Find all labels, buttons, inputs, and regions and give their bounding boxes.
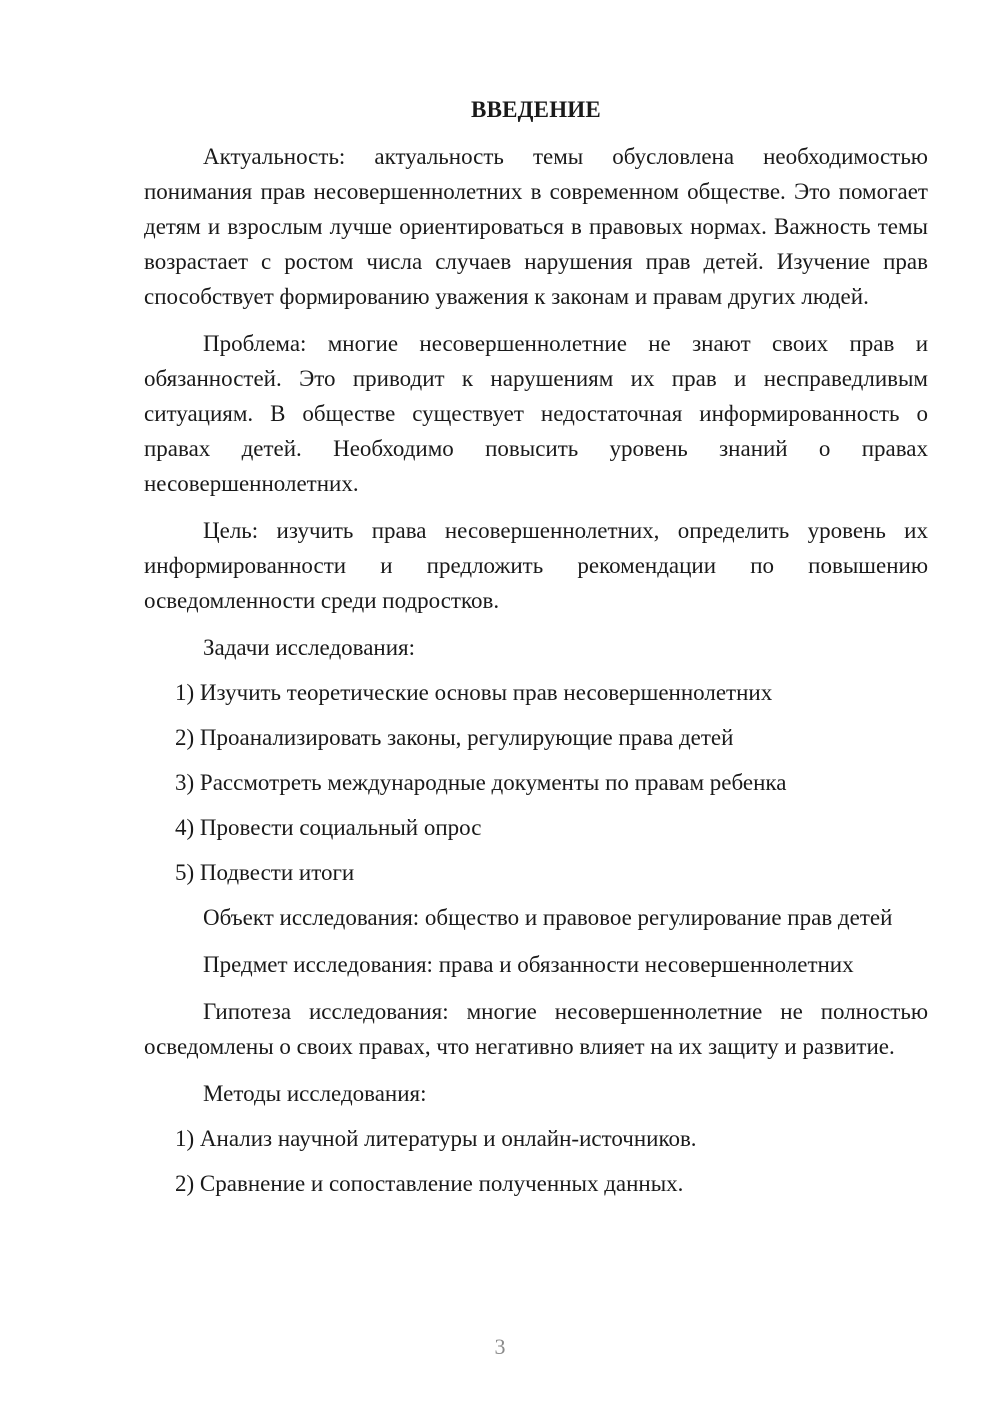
- relevance-paragraph: Актуальность: актуальность темы обусловлена необходимостью понимания прав несовершеннолетних в современном обществе. Это помогает детям и взрослым лучше ориентироваться в правовых нормах. Важность темы возрастает с ростом числа случаев нарушения прав детей. Изучение прав способствует формированию уважения к законам и правам других людей.: [144, 144, 928, 309]
- subject-paragraph: Предмет исследования: права и обязанности несовершеннолетних: [203, 952, 854, 977]
- page-number: 3: [494, 1334, 506, 1359]
- task-item: 5) Подвести итоги: [175, 860, 355, 885]
- task-item: 3) Рассмотреть международные документы по правам ребенка: [175, 770, 787, 795]
- problem-paragraph: Проблема: многие несовершеннолетние не знают своих прав и обязанностей. Это приводит к нарушениям их прав и несправедливым ситуациям. В обществе существует недостаточная информированность о правах детей. Необходимо повысить уровень знаний о правах несовершеннолетних.: [144, 331, 928, 496]
- method-item: 1) Анализ научной литературы и онлайн-источников.: [175, 1126, 697, 1151]
- document-body: [144, 95, 928, 1211]
- object-paragraph: Объект исследования: общество и правовое регулирование прав детей: [203, 905, 893, 930]
- methods-heading: Методы исследования:: [203, 1081, 427, 1106]
- goal-paragraph: Цель: изучить права несовершеннолетних, определить уровень их информированности и предложить рекомендации по повышению осведомленности среди подростков.: [144, 518, 928, 613]
- task-item: 1) Изучить теоретические основы прав несовершеннолетних: [175, 680, 773, 705]
- hypothesis-paragraph: Гипотеза исследования: многие несовершеннолетние не полностью осведомлены о своих правах, что негативно влияет на их защиту и развитие.: [144, 999, 928, 1059]
- method-item: 2) Сравнение и сопоставление полученных данных.: [175, 1171, 684, 1196]
- task-item: 2) Проанализировать законы, регулирующие права детей: [175, 725, 734, 750]
- page-title: ВВЕДЕНИЕ: [471, 97, 601, 122]
- task-item: 4) Провести социальный опрос: [175, 815, 482, 840]
- tasks-heading: Задачи исследования:: [203, 635, 416, 660]
